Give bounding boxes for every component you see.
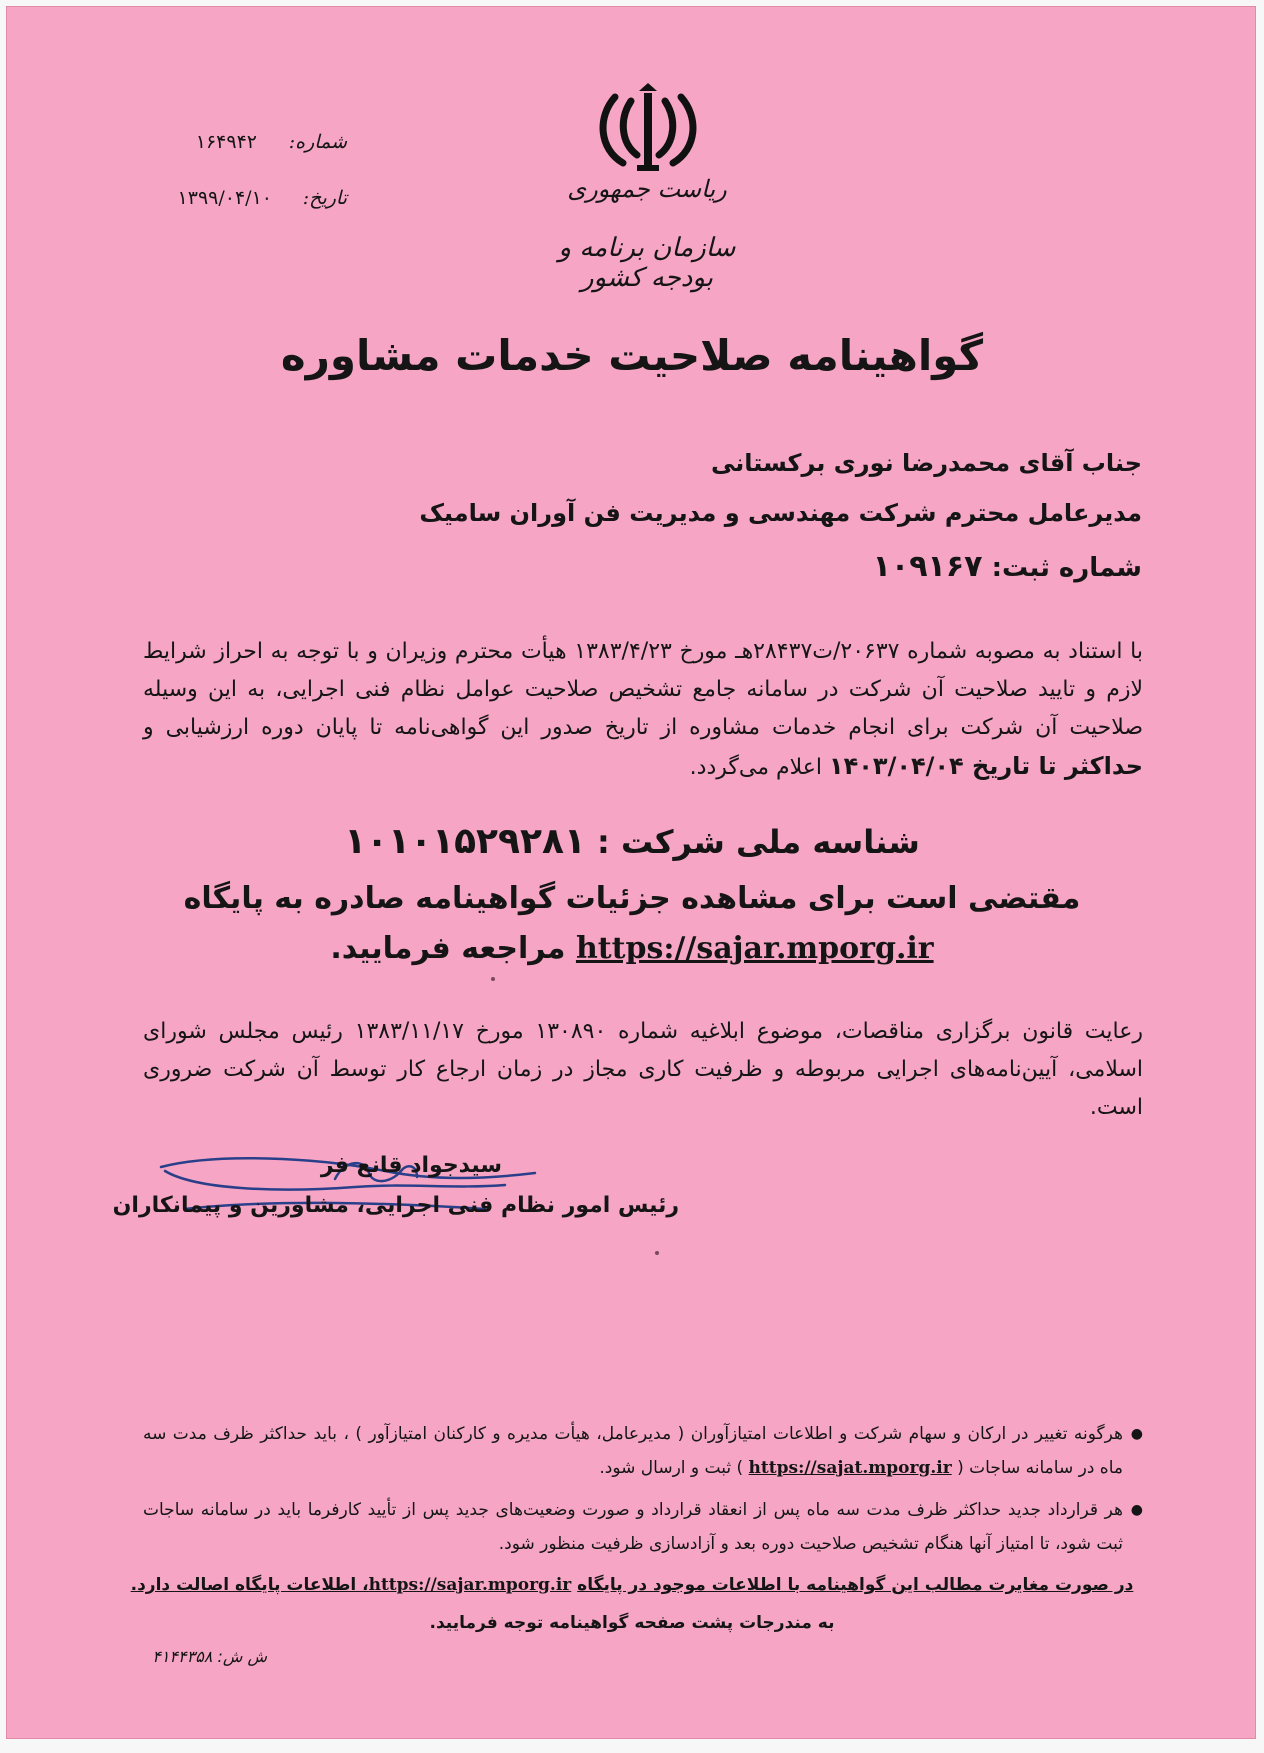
portal-line2	[157, 931, 1107, 966]
letter-number-value: ۱۶۴۹۴۲	[195, 131, 257, 153]
signatory-title: رئیس امور نظام فنی اجرایی، مشاورین و پیمانکاران	[112, 1193, 679, 1218]
body-paragraph	[143, 633, 1143, 787]
paper-speck	[655, 1251, 659, 1255]
note-2: هر قرارداد جدید حداکثر ظرف مدت سه ماه پس از انعقاد قرارداد و صورت وضعیت‌های جدید پس از تأیید کارفرما باید در سامانه ساجات ثبت شود، تا امتیاز آنها هنگام تشخیص صلاحیت دوره بعد و آزادسازی ظرفیت منظور شود.	[143, 1500, 1123, 1554]
body-text: با استناد به مصوبه شماره ۲۰۶۳۷/ت۲۸۴۳۷هـ مورخ ۱۳۸۳/۴/۲۳ هیأت محترم وزیران و با توجه به احراز شرایط لازم و تایید صلاحیت آن شرکت در سامانه جامع تشخیص صلاحیت عوامل نظام فنی اجرایی، به این وسیله صلاحیت آن شرکت برای انجام خدمات مشاوره از تاریخ صدور این گواهی‌نامه تا پایان دوره ارزشیابی و	[143, 639, 1143, 740]
page-title: گواهینامه صلاحیت خدمات مشاوره	[280, 331, 984, 380]
warning-text-end: ، اطلاعات پایگاه اصالت دارد.	[130, 1575, 369, 1595]
note-1	[143, 1417, 1123, 1485]
national-id	[157, 821, 1107, 862]
addressee-position: مدیرعامل محترم شرکت مهندسی و مدیریت فن آوران سامیک	[419, 499, 1142, 527]
note-1-text: هرگونه تغییر در ارکان و سهام شرکت و اطلاعات امتیازآوران ( مدیرعامل، هیأت مدیره و کارکنان امتیازآور ) ، باید حداکثر ظرف مدت سه ماه در سامانه ساجات (	[143, 1424, 1123, 1478]
letter-number	[167, 131, 347, 159]
note-1-end: ) ثبت و ارسال شود.	[599, 1458, 744, 1478]
iran-emblem-icon	[593, 79, 703, 179]
warning-line2: به مندرجات پشت صفحه گواهینامه توجه فرمایید.	[429, 1613, 835, 1633]
portal-line1: مقتضی است برای مشاهده جزئیات گواهینامه صادره به پایگاه	[183, 881, 1081, 916]
signatory-name: سیدجواد قانع فر	[320, 1153, 502, 1178]
portal-line2-end: مراجعه فرمایید.	[330, 931, 566, 966]
note-bullet-icon: ●	[1130, 1502, 1143, 1518]
portal-link[interactable]: https://sajar.mporg.ir	[575, 931, 934, 966]
addressee-name: جناب آقای محمدرضا نوری برکستانی	[710, 449, 1142, 477]
national-id-value: ۱۰۱۰۱۵۲۹۲۸۱	[344, 821, 586, 862]
org-line-presidency: ریاست جمهوری	[567, 175, 727, 203]
registration-number	[242, 549, 1142, 584]
letter-date-label: تاریخ:	[302, 187, 347, 209]
registration-number-label: شماره ثبت:	[991, 553, 1142, 583]
certificate-page	[6, 6, 1256, 1739]
body-deadline: حداکثر تا تاریخ ۱۴۰۳/۰۴/۰۴	[828, 752, 1143, 780]
paper-speck	[491, 977, 495, 981]
note-1-link[interactable]: https://sajat.mporg.ir	[748, 1458, 952, 1478]
national-id-label: شناسه ملی شرکت :	[597, 823, 920, 861]
registration-number-value: ۱۰۹۱۶۷	[872, 549, 983, 584]
warning-text: در صورت مغایرت مطالب این گواهینامه با اطلاعات موجود در پایگاه	[577, 1575, 1134, 1595]
footer-code: ش ش: ۴۱۴۴۳۵۸	[152, 1647, 267, 1666]
compliance-paragraph: رعایت قانون برگزاری مناقصات، موضوع ابلاغیه شماره ۱۳۰۸۹۰ مورخ ۱۳۸۳/۱۱/۱۷ رئیس مجلس شورای اسلامی، آیین‌نامه‌های اجرایی مربوطه و ظرفیت کاری مجاز در زمان ارجاع کار توسط آن شرکت ضروری است.	[143, 1019, 1143, 1120]
letter-date-value: ۱۳۹۹/۰۴/۱۰	[177, 187, 272, 209]
warning-link[interactable]: https://sajar.mporg.ir	[368, 1575, 572, 1595]
letter-number-label: شماره:	[288, 131, 347, 153]
warning-line1	[127, 1575, 1137, 1595]
note-bullet-icon: ●	[1130, 1426, 1143, 1442]
body-end: اعلام می‌گردد.	[689, 755, 822, 780]
org-line-planning: سازمان برنامه و بودجه کشور	[558, 233, 736, 293]
letter-date	[167, 187, 347, 215]
